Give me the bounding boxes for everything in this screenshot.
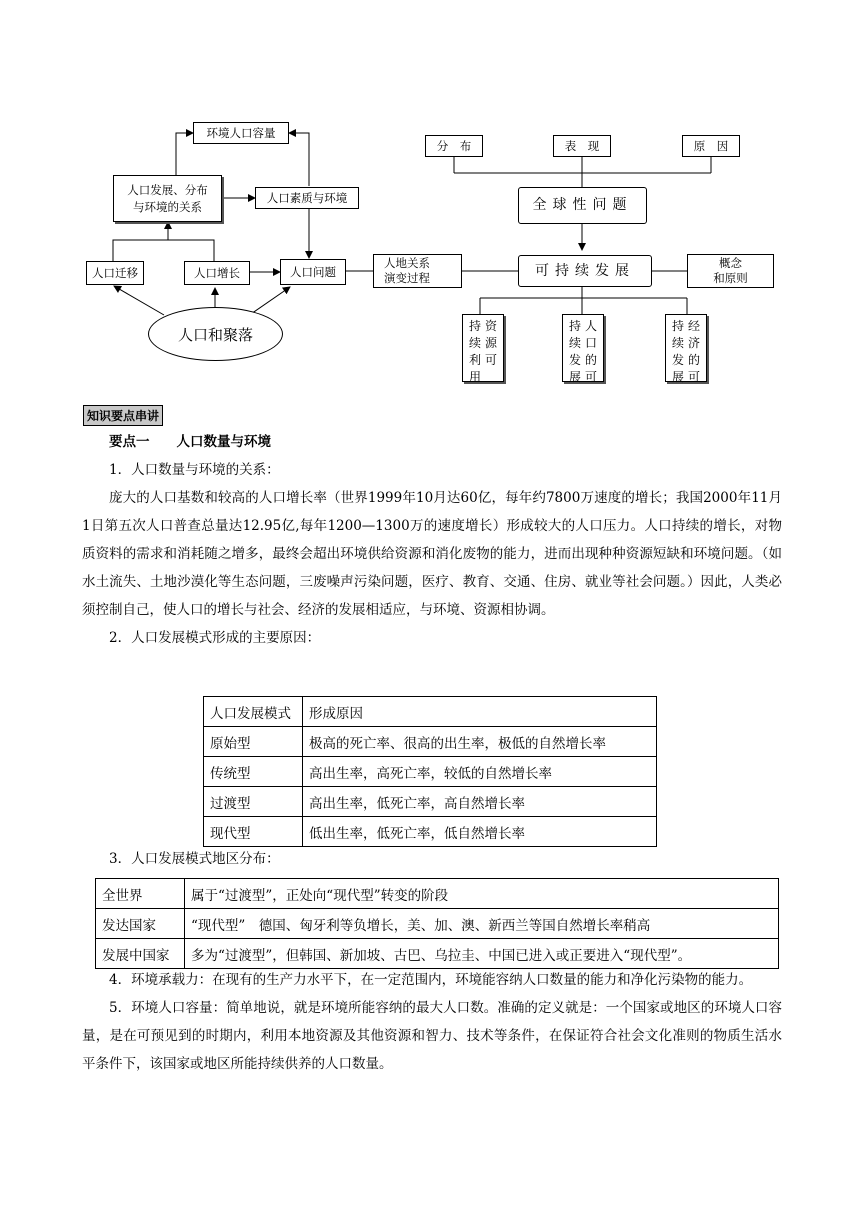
table-cell: 高出生率，高死亡率，较低的自然增长率 bbox=[303, 757, 657, 787]
table-cell: 传统型 bbox=[204, 757, 303, 787]
table-row bbox=[204, 787, 657, 817]
table-row bbox=[96, 879, 779, 909]
section-tag: 知识要点串讲 bbox=[83, 405, 163, 426]
population-model-table bbox=[203, 696, 657, 847]
table-cell: 现代型 bbox=[204, 817, 303, 847]
vbox-col: 资源可 bbox=[484, 319, 497, 367]
table-cell: 发达国家 bbox=[96, 909, 185, 939]
table-cell: 多为“过渡型”，但韩国、新加坡、古巴、乌拉圭、中国已进入或正要进入“现代型”。 bbox=[185, 939, 779, 969]
table-row bbox=[204, 757, 657, 787]
item1-title: 1．人口数量与环境的关系： bbox=[109, 462, 280, 478]
box-population-migration: 人口迁移 bbox=[86, 261, 144, 285]
table-row bbox=[96, 909, 779, 939]
table-row bbox=[204, 817, 657, 847]
concept-diagram bbox=[0, 0, 860, 390]
table-row bbox=[204, 727, 657, 757]
box-environment-capacity: 环境人口容量 bbox=[193, 122, 289, 144]
vbox-col: 持续发展 bbox=[671, 319, 684, 384]
table-row bbox=[204, 697, 657, 727]
vbox-economy-sustainable bbox=[665, 314, 707, 382]
table-cell: 全世界 bbox=[96, 879, 185, 909]
item3-title: 3．人口发展模式地区分布： bbox=[109, 851, 280, 867]
item5: 5．环境人口容量：简单地说，就是环境所能容纳的最大人口数。准确的定义就是：一个国家或地区的环境人口容量，是在可预见到的时期内，利用本地资源及其他资源和智力、技术等条件，在保证符合社会文化准则的物质生活水平条件下，该国家或地区所能持续供养的人口数量。 bbox=[82, 1000, 782, 1072]
box-cause: 原 因 bbox=[682, 135, 740, 157]
items45-block bbox=[82, 966, 782, 1078]
table-cell: 发展中国家 bbox=[96, 939, 185, 969]
box-concept-principle: 概念 和原则 bbox=[687, 254, 774, 288]
region-distribution-table bbox=[95, 878, 779, 969]
vbox-population-sustainable bbox=[562, 314, 604, 382]
table-cell: 过渡型 bbox=[204, 787, 303, 817]
box-population-quality: 人口素质与环境 bbox=[255, 187, 359, 209]
vbox-col: 持续利用 bbox=[468, 319, 481, 384]
vbox-col: 人口的可 bbox=[584, 319, 597, 384]
table-cell: 原始型 bbox=[204, 727, 303, 757]
box-population-growth: 人口增长 bbox=[184, 261, 250, 285]
table-cell: 高出生率，低死亡率，高自然增长率 bbox=[303, 787, 657, 817]
box-manifestation: 表 现 bbox=[553, 135, 611, 157]
table-cell: 低出生率，低死亡率，低自然增长率 bbox=[303, 817, 657, 847]
item4: 4．环境承载力：在现有的生产力水平下，在一定范围内，环境能容纳人口数量的能力和净化污染物的能力。 bbox=[109, 972, 753, 988]
table-header-cell: 人口发展模式 bbox=[204, 697, 303, 727]
vbox-col: 持续发展 bbox=[568, 319, 581, 384]
box-population-environment-relation: 人口发展、分布 与环境的关系 bbox=[113, 175, 222, 222]
box-population-problem: 人口问题 bbox=[280, 259, 346, 285]
point1-title: 要点一 人口数量与环境 bbox=[109, 434, 271, 450]
item1-body: 庞大的人口基数和较高的人口增长率（世界1999年10月达60亿，每年约7800万速度的增长；我国2000年11月1日第五次人口普查总量达12.95亿,每年1200—1300万的速度增长）形成较大的人口压力。人口持续的增长，对物质资料的需求和消耗随之增多，最终会超出环境供给资源和消化废物的能力，进而出现种种资源短缺和环境问题。（如水土流失、土地沙漠化等生态问题，三废噪声污染问题，医疗、教育、交通、住房、就业等社会问题。）因此，人类必须控制自己，使人口的增长与社会、经济的发展相适应，与环境、资源相协调。 bbox=[82, 490, 782, 618]
box-global-issue: 全球性问题 bbox=[518, 187, 647, 224]
box-distribution: 分 布 bbox=[425, 135, 483, 157]
item3-block bbox=[82, 845, 782, 873]
vbox-resource-sustainable bbox=[462, 314, 504, 382]
box-sustainable-development: 可持续发展 bbox=[518, 255, 652, 287]
table-header-cell: 形成原因 bbox=[303, 697, 657, 727]
box-human-land-relation: 人地关系 演变过程 bbox=[373, 254, 462, 288]
item2-title: 2．人口发展模式形成的主要原因： bbox=[109, 630, 321, 646]
table-cell: 极高的死亡率、很高的出生率，极低的自然增长率 bbox=[303, 727, 657, 757]
table-row bbox=[96, 939, 779, 969]
ellipse-population-settlement: 人口和聚落 bbox=[148, 307, 283, 361]
table-cell: 属于“过渡型”，正处向“现代型”转变的阶段 bbox=[185, 879, 779, 909]
vbox-col: 经济的可 bbox=[687, 319, 700, 384]
table-cell: “现代型” 德国、匈牙利等负增长，美、加、澳、新西兰等国自然增长率稍高 bbox=[185, 909, 779, 939]
point1-block bbox=[82, 428, 782, 652]
